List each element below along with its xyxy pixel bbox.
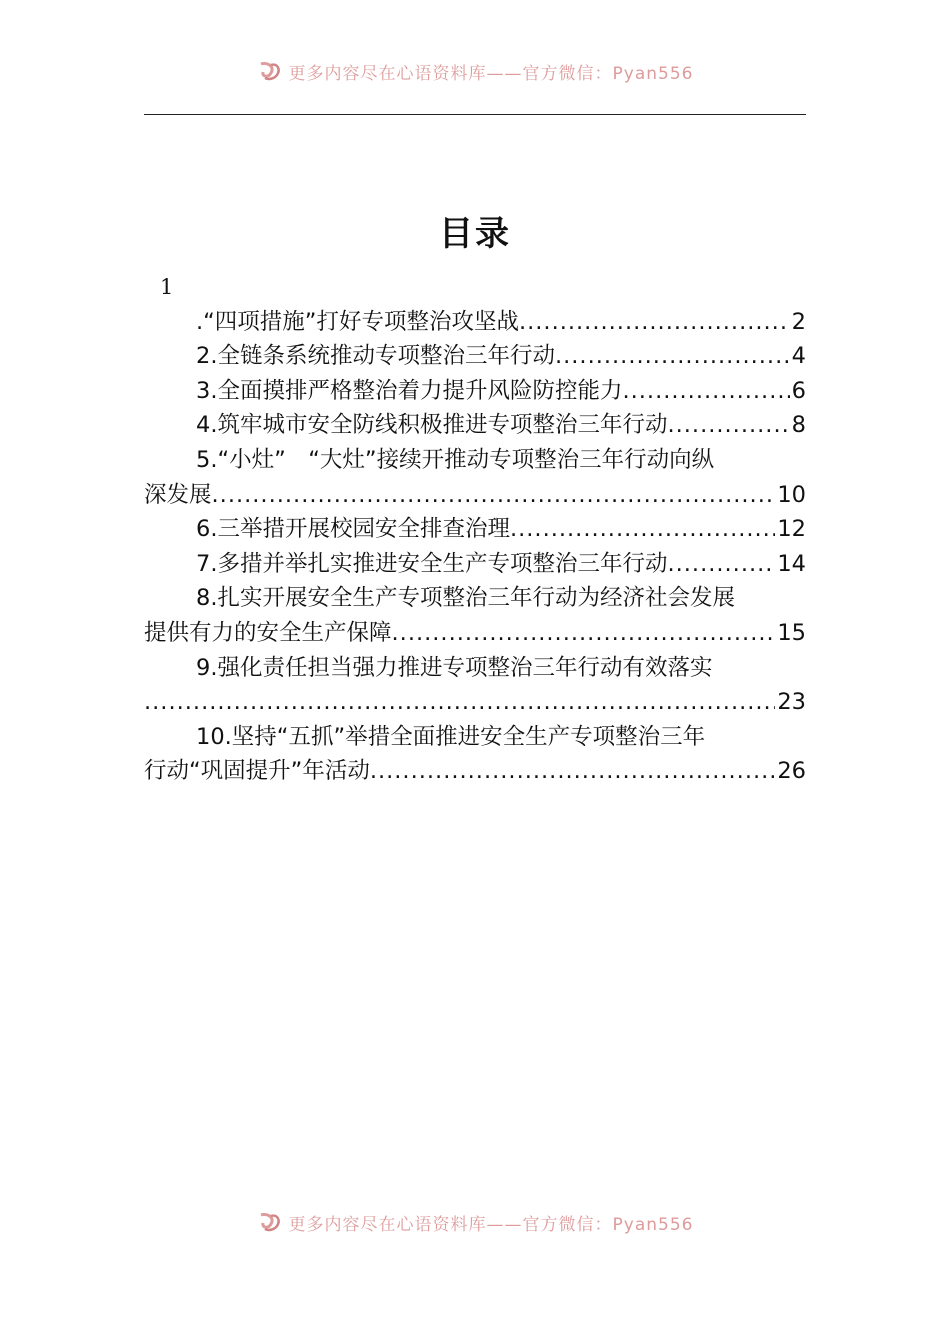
toc-entry-title: 7.多措并举扎实推进安全生产专项整治三年行动 [196, 550, 668, 577]
dot-leader [555, 339, 790, 374]
toc-entry-title: 4.筑牢城市安全防线积极推进专项整治三年行动 [196, 412, 668, 439]
toc-entry[interactable] [144, 305, 806, 340]
dot-leader [667, 547, 775, 582]
toc-entry-title: 提供有力的安全生产保障 [144, 619, 392, 646]
toc-entry[interactable] [144, 581, 806, 650]
dot-leader [144, 685, 775, 720]
toc-entry-title: 5.“小灶” “大灶”接续开推动专项整治三年行动向纵 [196, 446, 715, 473]
toc-page-number: 10 [777, 481, 806, 508]
dot-leader [622, 374, 789, 409]
watermark-text: 更多内容尽在心语资料库——官方微信：Pyan556 [288, 63, 694, 84]
toc-entry-title: 深发展 [144, 481, 212, 508]
toc-entry-title: 行动“巩固提升”年活动 [144, 758, 370, 785]
header-watermark [0, 56, 950, 86]
toc-page-number: 12 [777, 516, 806, 543]
toc-entry-title: 6.三举措开展校园安全排查治理 [196, 516, 510, 543]
toc-number-prefix: 1 [160, 275, 174, 299]
toc-page-number: 23 [777, 689, 806, 716]
toc-page-number: 14 [777, 550, 806, 577]
header-rule [144, 114, 806, 115]
toc-page-number: 26 [777, 758, 806, 785]
toc-entry-title: 9.强化责任担当强力推进专项整治三年行动有效落实 [196, 654, 713, 681]
toc-entry-title: 3.全面摸排严格整治着力提升风险防控能力 [196, 377, 623, 404]
dot-leader [667, 408, 789, 443]
toc-entry[interactable] [144, 720, 806, 789]
toc-entry[interactable] [144, 443, 806, 512]
dot-leader [392, 616, 776, 651]
dot-leader [519, 305, 790, 340]
toc-entry[interactable] [144, 547, 806, 582]
toc-page-number: 15 [777, 619, 806, 646]
toc-entry[interactable] [144, 512, 806, 547]
logo-icon [257, 60, 283, 82]
toc-page-number: 2 [791, 308, 806, 335]
toc-entry[interactable] [144, 374, 806, 409]
dot-leader [212, 478, 776, 513]
dot-leader [510, 512, 775, 547]
dot-leader [370, 754, 776, 789]
toc-title: 目录 [439, 214, 511, 254]
toc-page-number: 6 [791, 377, 806, 404]
toc-entry-title: 10.坚持“五抓”举措全面推进安全生产专项整治三年 [196, 723, 706, 750]
toc-entry[interactable] [144, 408, 806, 443]
toc-page-number: 8 [791, 412, 806, 439]
toc-entry[interactable] [144, 651, 806, 720]
toc-entry[interactable] [144, 339, 806, 374]
toc-entry-title: .“四项措施”打好专项整治攻坚战 [196, 308, 519, 335]
toc-entry-title: 8.扎实开展安全生产专项整治三年行动为经济社会发展 [196, 585, 735, 612]
toc-entry-title: 2.全链条系统推动专项整治三年行动 [196, 343, 555, 370]
table-of-contents [144, 270, 806, 789]
footer-watermark [0, 1207, 950, 1237]
logo-icon [257, 1211, 283, 1233]
watermark-text: 更多内容尽在心语资料库——官方微信：Pyan556 [288, 1214, 694, 1235]
toc-page-number: 4 [791, 343, 806, 370]
